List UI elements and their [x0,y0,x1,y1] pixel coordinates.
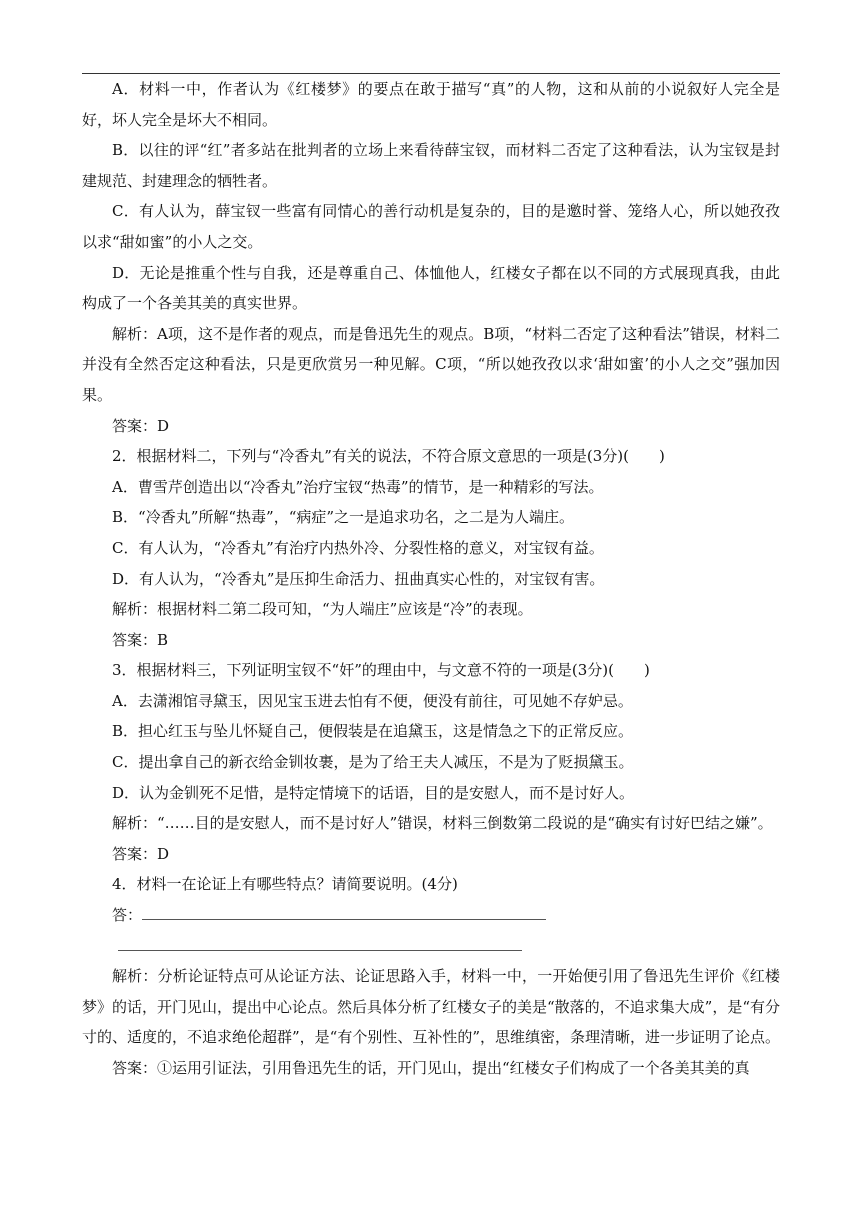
q1-answer: 答案：D [112,416,170,435]
q4-answer-line-2 [82,931,780,962]
q4-question: 4．材料一在论证上有哪些特点？请简要说明。(4分) [112,875,458,894]
q3-option-b: B．担心红玉与坠儿怀疑自己，便假装是在追黛玉，这是情急之下的正常反应。 [112,722,634,741]
q4-answer-line [82,900,780,931]
q3-option-a: A．去潇湘馆寻黛玉，因见宝玉进去怕有不便，便没有前往，可见她不存妒忌。 [112,691,633,710]
q1-option-d: D．无论是推重个性与自我，还是尊重自己、体恤他人，红楼女子都在以不同的方式展现真我，由此构成了一个各美其美的真实世界。 [82,263,780,313]
q2-question: 2．根据材料二，下列与“冷香丸”有关的说法，不符合原文意思的一项是(3分)( ) [112,447,665,466]
q2-option-d: D．有人认为，“冷香丸”是压抑生命活力、扭曲真实心性的，对宝钗有害。 [112,569,605,588]
q3-option-d: D．认为金钏死不足惜，是特定情境下的话语，目的是安慰人，而不是讨好人。 [112,783,635,802]
q4-answer-label: 答： [112,906,143,925]
q3-question: 3．根据材料三，下列证明宝钗不“奸”的理由中，与文意不符的一项是(3分)( ) [112,661,650,680]
q2-option-b: B．“冷香丸”所解“热毒”，“病症”之一是追求功名，之二是为人端庄。 [112,508,575,527]
q2-answer: 答案：B [112,630,169,649]
q3-analysis: 解析：“……目的是安慰人，而不是讨好人”错误，材料三倒数第二段说的是“确实有讨好巴结之嫌”。 [112,814,773,833]
q1-analysis: 解析：A项，这不是作者的观点，而是鲁迅先生的观点。B项，“材料二否定了这种看法”错误，材料二并没有全然否定这种看法，只是更欣赏另一种见解。C项，“所以她孜孜以求‘甜如蜜’的小人之交”强加因果。 [82,324,780,404]
answer-blank-1[interactable] [142,903,546,920]
q1-option-a: A．材料一中，作者认为《红楼梦》的要点在敢于描写“真”的人物，这和从前的小说叙好人完全是好，坏人完全是坏大不相同。 [82,80,780,129]
q2-option-a: A．曹雪芹创造出以“冷香丸”治疗宝钗“热毒”的情节，是一种精彩的写法。 [112,477,604,496]
q2-analysis: 解析：根据材料二第二段可知，“为人端庄”应该是“冷”的表现。 [112,600,533,619]
q1-option-c: C．有人认为，薛宝钗一些富有同情心的善行动机是复杂的，目的是邀时誉、笼络人心，所以她孜孜以求“甜如蜜”的小人之交。 [82,202,780,251]
q4-answer: 答案：①运用引证法，引用鲁迅先生的话，开门见山，提出“红楼女子们构成了一个各美其美的真 [112,1059,750,1077]
answer-blank-2[interactable] [118,934,522,951]
q3-answer: 答案：D [112,844,170,863]
q1-option-b: B．以往的评“红”者多站在批判者的立场上来看待薛宝钗，而材料二否定了这种看法，认为宝钗是封建规范、封建理念的牺牲者。 [82,141,780,190]
q4-analysis: 解析：分析论证特点可从论证方法、论证思路入手，材料一中，一开始便引用了鲁迅先生评价《红楼梦》的话，开门见山，提出中心论点。然后具体分析了红楼女子的美是“散落的，不追求集大成”，是“有分寸的、适度的，不追求绝伦超群”，是“有个别性、互补性的”，思维缜密，条理清晰，进一步证明了论点。 [82,967,781,1047]
q3-option-c: C．提出拿自己的新衣给金钏妆裹，是为了给王夫人减压，不是为了贬损黛玉。 [112,753,634,772]
q2-option-c: C．有人认为，“冷香丸”有治疗内热外冷、分裂性格的意义，对宝钗有益。 [112,538,604,557]
document-body [82,74,780,1084]
